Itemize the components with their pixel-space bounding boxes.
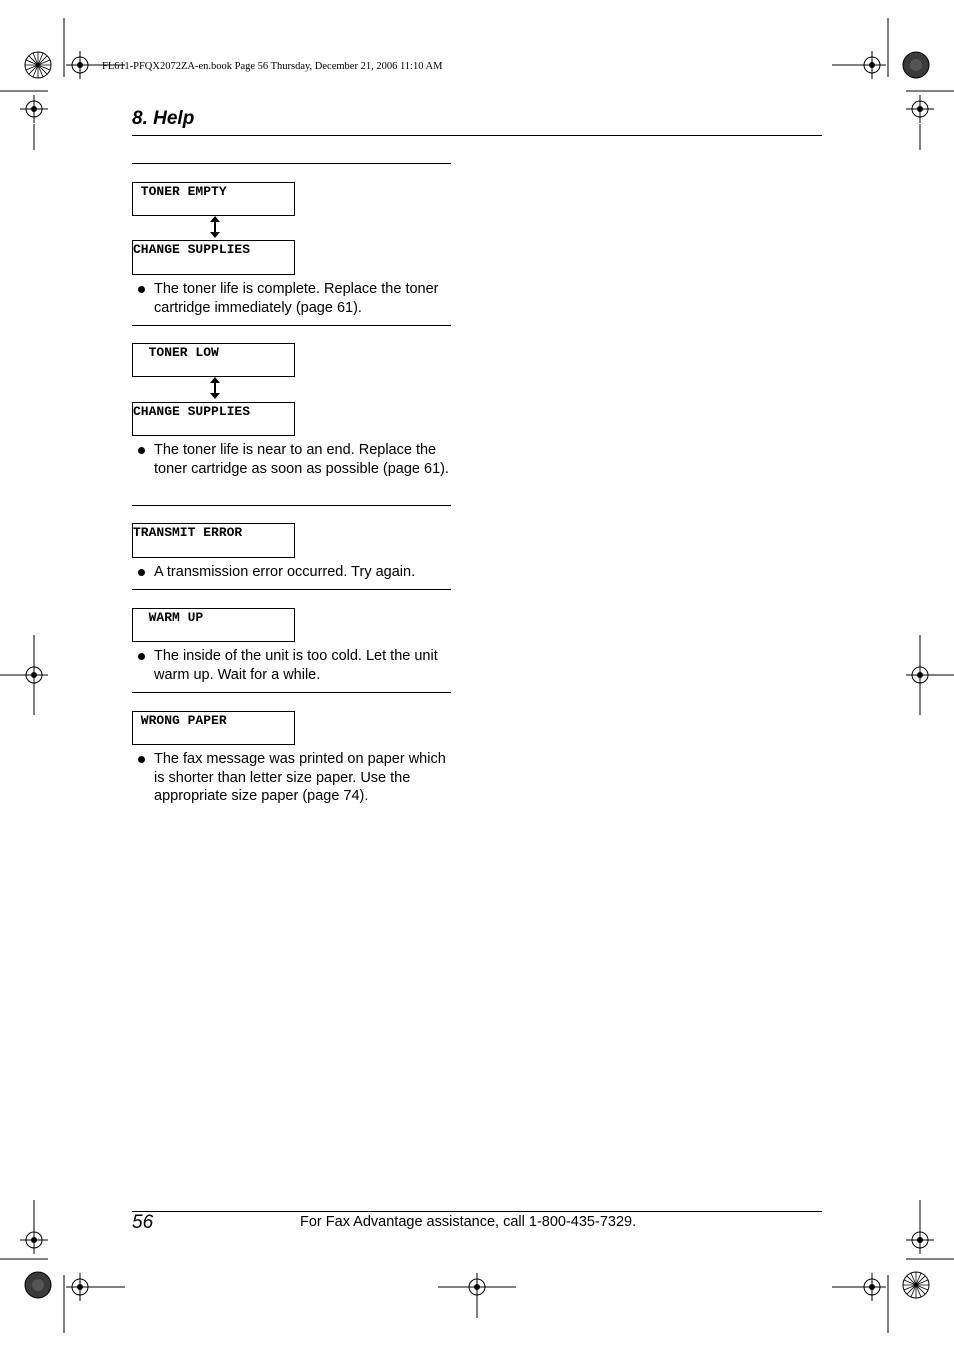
lcd-display: TONER LOW [132, 343, 295, 377]
lcd-display: CHANGE SUPPLIES [132, 240, 295, 275]
footer-assistance-text: For Fax Advantage assistance, call 1-800-435-7329. [300, 1214, 637, 1230]
lcd-display: TONER EMPTY [132, 182, 295, 216]
description-text: A transmission error occurred. Try again. [154, 564, 416, 580]
lcd-display: WRONG PAPER [132, 711, 295, 745]
section-title: 8. Help [132, 108, 195, 129]
description-text: The fax message was printed on paper which is shorter than letter size paper. Use the appropriate size paper (page 74). [154, 751, 446, 804]
description-text: The inside of the unit is too cold. Let the unit warm up. Wait for a while. [154, 648, 438, 683]
lcd-display: CHANGE SUPPLIES [132, 402, 295, 436]
page-number: 56 [132, 1212, 154, 1233]
description-text: The toner life is complete. Replace the toner cartridge immediately (page 61). [154, 281, 439, 316]
description-text: The toner life is near to an end. Replace the toner cartridge as soon as possible (page 61). [154, 442, 450, 477]
print-header: FL611-PFQX2072ZA-en.book Page 56 Thursday, December 21, 2006 11:10 AM [102, 61, 443, 72]
lcd-display: WARM UP [132, 608, 295, 642]
lcd-display: TRANSMIT ERROR [132, 523, 295, 558]
